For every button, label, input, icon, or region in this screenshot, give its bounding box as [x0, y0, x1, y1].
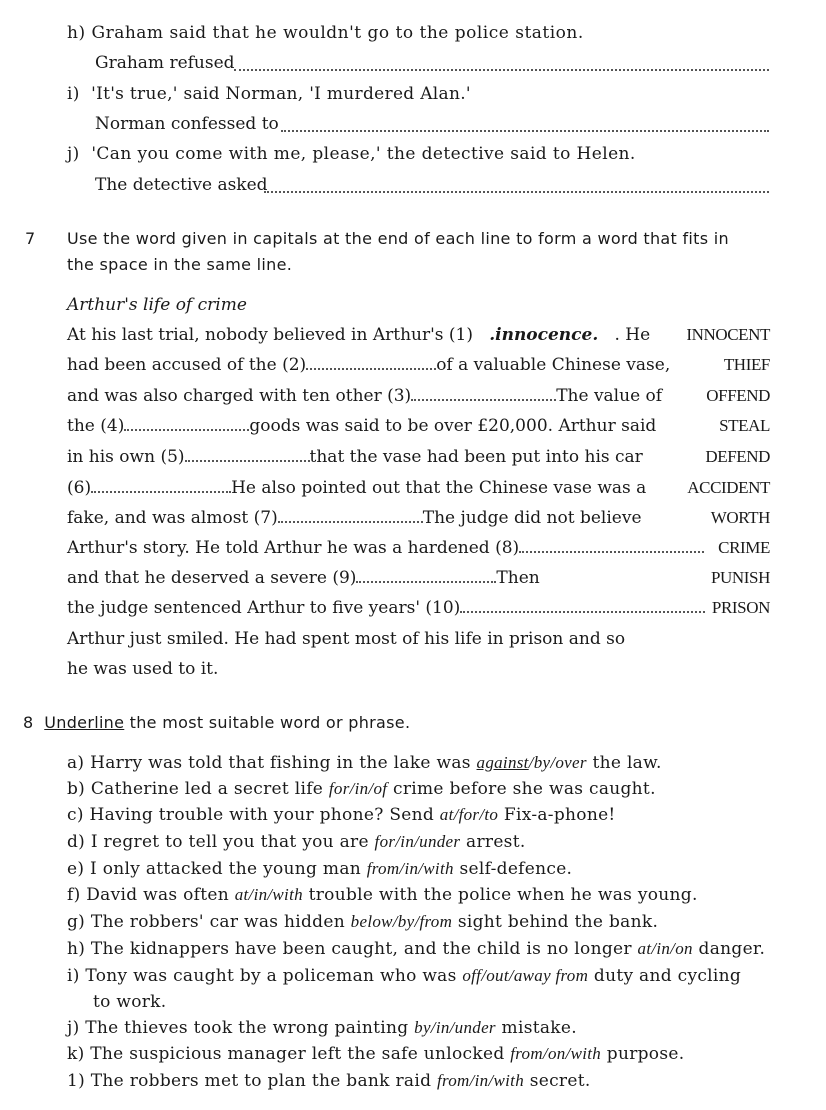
exercise-item — [67, 831, 526, 853]
item-label: b) — [67, 779, 91, 799]
stem-word: CRIME — [718, 538, 770, 557]
exercise-item — [67, 884, 698, 906]
item-text: The suspicious manager left the safe unlocked — [90, 1044, 511, 1064]
exercise-number: 7 — [25, 229, 36, 248]
item-text: The robbers met to plan the bank raid — [90, 1071, 437, 1091]
passage-text: Then — [496, 568, 540, 588]
passage-title: Arthur's life of crime — [67, 295, 247, 315]
stem-word: INNOCENT — [686, 325, 770, 344]
passage-text: goods was said to be over £20,000. Arthur said — [249, 416, 657, 436]
ex6-item-j-prompt — [95, 174, 268, 196]
answer-blank[interactable] — [278, 507, 423, 523]
other-options: /by/over — [528, 753, 587, 772]
item-text: danger. — [692, 939, 766, 959]
answer-blank[interactable] — [411, 385, 556, 401]
answer-blank[interactable] — [91, 477, 231, 493]
answer-options[interactable]: at/in/on — [637, 939, 693, 958]
item-text: duty and cycling — [588, 966, 742, 986]
item-text: purpose. — [601, 1044, 685, 1064]
item-text: Catherine led a secret life — [90, 779, 329, 799]
item-label: k) — [67, 1044, 91, 1064]
item-text: The thieves took the wrong painting — [85, 1018, 415, 1038]
item-label: j) — [67, 1018, 86, 1038]
passage-line — [67, 415, 656, 437]
passage-text: . He — [598, 325, 651, 345]
item-label: g) — [67, 912, 91, 932]
exercise-instruction-cont: the space in the same line. — [67, 255, 293, 274]
item-label: i) — [67, 966, 86, 986]
ex6-item-h-prompt — [95, 52, 235, 74]
item-text: mistake. — [495, 1018, 577, 1038]
passage-text: Arthur's story. He told Arthur he was a hardened (8) — [67, 538, 520, 558]
ex6-item-h — [67, 22, 584, 44]
item-prompt: The detective asked — [95, 175, 268, 195]
passage-text: fake, and was almost (7) — [67, 508, 278, 528]
passage-text: and was also charged with ten other (3) — [67, 386, 412, 406]
passage-line — [67, 658, 218, 680]
ex6-item-i-prompt — [95, 113, 279, 135]
answer-options[interactable]: from/on/with — [510, 1044, 602, 1063]
answer-blank[interactable] — [356, 567, 496, 583]
exercise-item — [67, 911, 658, 933]
item-label: c) — [67, 805, 90, 825]
passage-text: Arthur just smiled. He had spent most of his life in prison and so — [67, 629, 626, 649]
instruction-keyword: Underline — [44, 713, 125, 732]
answer-blank[interactable] — [519, 537, 704, 553]
passage-line — [67, 537, 704, 559]
item-text: Having trouble with your phone? Send — [89, 805, 440, 825]
stem-word: OFFEND — [706, 386, 770, 405]
passage-text: the (4) — [67, 416, 125, 436]
exercise-item — [67, 778, 656, 800]
item-text-cont: to work. — [93, 992, 167, 1012]
item-label: h) — [67, 939, 91, 959]
item-sentence: Graham said that he wouldn't go to the police station. — [91, 23, 584, 43]
answer-options[interactable]: for/in/of — [328, 779, 388, 798]
item-text: self-defence. — [453, 859, 573, 879]
item-text: sight behind the bank. — [452, 912, 659, 932]
answer-options[interactable]: from/in/with — [436, 1071, 524, 1090]
passage-text: (6) — [67, 478, 92, 498]
item-text: David was often — [86, 885, 235, 905]
item-label: d) — [67, 832, 91, 852]
answer-options[interactable]: from/in/with — [366, 859, 454, 878]
passage-line — [67, 597, 705, 619]
exercise-item — [67, 1043, 684, 1065]
exercise-instruction: Use the word given in capitals at the end of each line to form a word that fits in — [67, 229, 729, 248]
passage-line — [67, 477, 646, 499]
item-sentence: 'It's true,' said Norman, 'I murdered Alan.' — [91, 84, 471, 104]
item-text: The kidnappers have been caught, and the child is no longer — [90, 939, 638, 959]
exercise-item — [67, 752, 662, 774]
item-text: I only attacked the young man — [90, 859, 367, 879]
stem-word: STEAL — [719, 416, 770, 435]
exercise-number: 8 — [23, 713, 34, 732]
passage-text: that the vase had been put into his car — [309, 447, 643, 467]
passage-text: he was used to it. — [67, 659, 219, 679]
item-label: e) — [67, 859, 90, 879]
exercise-item — [67, 1070, 591, 1092]
item-text: the law. — [586, 753, 662, 773]
passage-line — [67, 507, 642, 529]
item-label: i) — [67, 84, 80, 104]
passage-text: He also pointed out that the Chinese vase was a — [231, 478, 647, 498]
answer-blank[interactable] — [234, 55, 769, 71]
exercise-instruction: the most suitable word or phrase. — [129, 713, 411, 732]
answer-blank[interactable] — [281, 116, 769, 132]
passage-line — [67, 567, 540, 589]
answer-options[interactable] — [477, 753, 587, 772]
item-sentence: 'Can you come with me, please,' the detective said to Helen. — [91, 144, 636, 164]
item-text: crime before she was caught. — [387, 779, 656, 799]
item-text: Tony was caught by a policeman who was — [85, 966, 463, 986]
passage-line — [67, 446, 643, 468]
passage-text: The judge did not believe — [422, 508, 642, 528]
answer-options[interactable]: by/in/under — [414, 1018, 496, 1037]
item-label: h) — [67, 23, 86, 43]
item-text: The robbers' car was hidden — [90, 912, 351, 932]
example-answer: .innocence. — [489, 325, 599, 345]
selected-option: against — [476, 753, 529, 772]
passage-text: and that he deserved a severe (9) — [67, 568, 357, 588]
answer-blank[interactable] — [306, 354, 436, 370]
ex6-item-i — [67, 83, 471, 105]
answer-blank[interactable] — [124, 415, 249, 431]
item-text: trouble with the police when he was young. — [302, 885, 698, 905]
stem-word: DEFEND — [705, 447, 770, 466]
item-text: Fix-a-phone! — [498, 805, 616, 825]
exercise-item — [67, 858, 572, 880]
answer-blank[interactable] — [264, 177, 769, 193]
item-label: 1) — [67, 1071, 91, 1091]
item-text: secret. — [524, 1071, 591, 1091]
exercise-item — [67, 1017, 577, 1039]
answer-options[interactable]: for/in/under — [374, 832, 461, 851]
item-text: arrest. — [460, 832, 526, 852]
answer-options[interactable]: below/by/from — [350, 912, 453, 931]
passage-line — [67, 385, 662, 407]
item-label: f) — [67, 885, 87, 905]
answer-options[interactable]: at/in/with — [234, 885, 303, 904]
passage-text: of a valuable Chinese vase, — [436, 355, 671, 375]
passage-text: The value of — [556, 386, 663, 406]
item-label: a) — [67, 753, 91, 773]
passage-text: had been accused of the (2) — [67, 355, 307, 375]
passage-line — [67, 628, 625, 650]
answer-blank[interactable] — [185, 446, 310, 462]
passage-text: in his own (5) — [67, 447, 185, 467]
stem-word: ACCIDENT — [687, 478, 770, 497]
stem-word: WORTH — [710, 508, 770, 527]
passage-text: At his last trial, nobody believed in Arthur's (1) — [67, 325, 473, 345]
item-text: I regret to tell you that you are — [90, 832, 375, 852]
exercise-item — [67, 965, 741, 987]
item-prompt: Graham refused — [95, 53, 235, 73]
answer-options[interactable]: off/out/away from — [462, 966, 589, 985]
item-text: Harry was told that fishing in the lake was — [90, 753, 477, 773]
stem-word: THIEF — [723, 355, 770, 374]
passage-line — [67, 324, 650, 346]
item-label: j) — [67, 144, 80, 164]
passage-text: the judge sentenced Arthur to five years' (10) — [67, 598, 461, 618]
exercise-item — [67, 804, 616, 826]
ex6-item-j — [67, 143, 636, 165]
item-prompt: Norman confessed to — [95, 114, 279, 134]
answer-options[interactable]: at/for/to — [439, 805, 499, 824]
exercise-8-heading — [23, 712, 410, 734]
exercise-item — [67, 938, 765, 960]
stem-word: PUNISH — [710, 568, 770, 587]
stem-word: PRISON — [711, 598, 770, 617]
passage-line — [67, 354, 670, 376]
answer-blank[interactable] — [460, 597, 705, 613]
